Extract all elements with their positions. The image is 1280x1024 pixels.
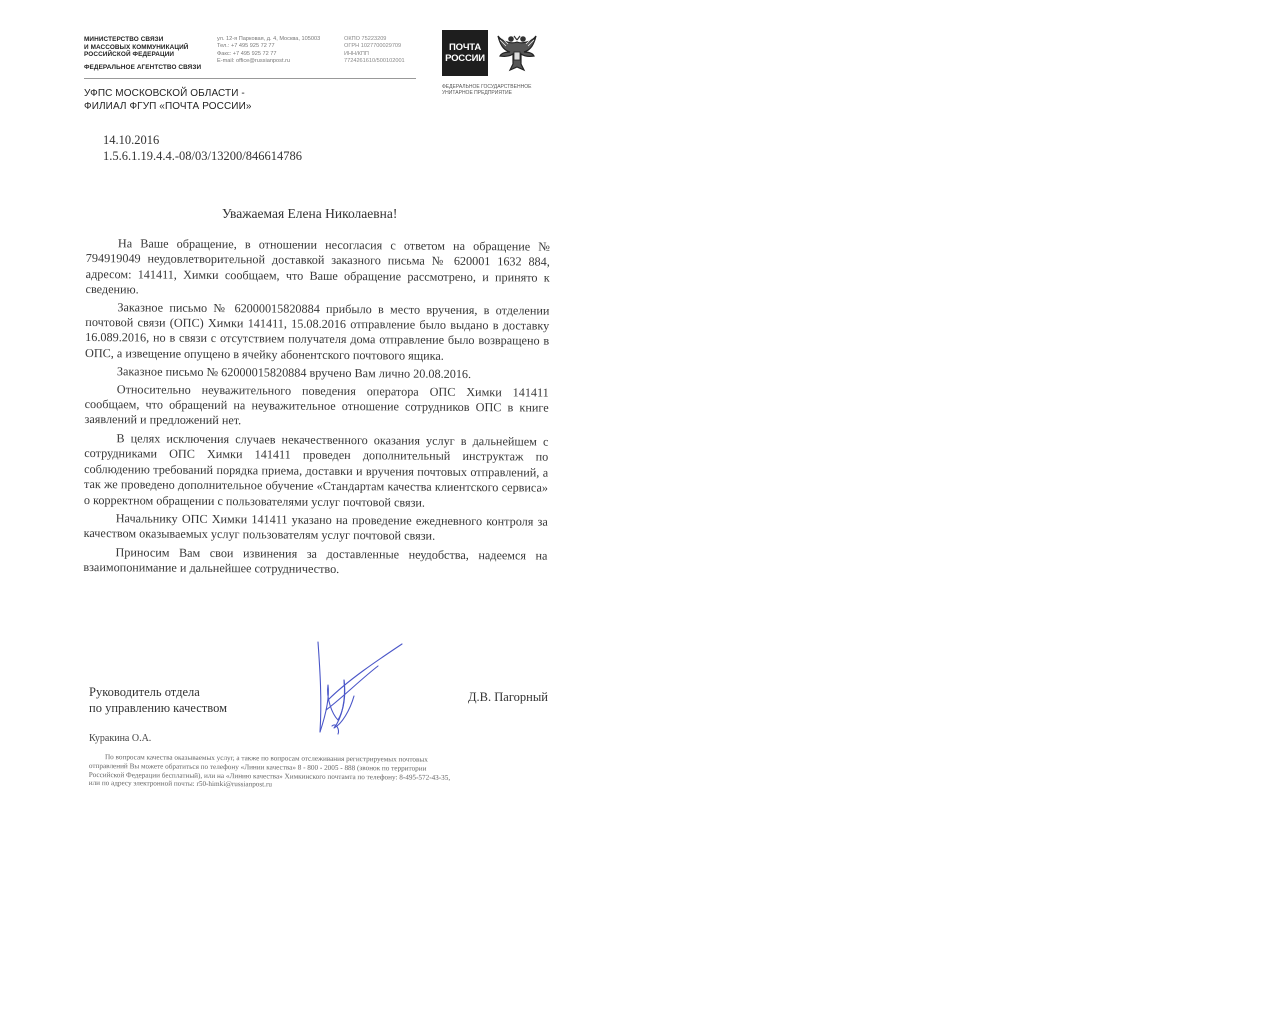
signer-position bbox=[89, 685, 227, 716]
executor-name: Куракина О.А. bbox=[89, 733, 152, 744]
body-paragraph: Относительно неуважительного поведения оператора ОПС Химки 141411 сообщаем, что обращений на неуважительное отношение сотрудников ОПС в книге заявлений и предложений нет. bbox=[84, 381, 549, 428]
body-paragraph: Приносим Вам свои извинения за доставленные неудобства, надеемся на взаимопонимание и дальнейшее сотрудничество. bbox=[83, 544, 548, 577]
footnote-line: Российской Федерации бесплатный), или на «Линию качества» Химкинского почтамта по телефону: 8-495-572-43-35, bbox=[88, 770, 451, 782]
ministry-line: И МАССОВЫХ КОММУНИКАЦИЙ bbox=[84, 43, 189, 51]
footnote-line: или по адресу электронной почты: r50-himki@russianpost.ru bbox=[88, 779, 273, 789]
agency-name: ФЕДЕРАЛЬНОЕ АГЕНТСТВО СВЯЗИ bbox=[84, 63, 202, 71]
ministry-line: МИНИСТЕРСТВО СВЯЗИ bbox=[84, 36, 164, 43]
date-reference-block bbox=[103, 132, 302, 164]
logo-line: РОССИИ bbox=[445, 53, 485, 64]
footnote-line: отправлений Вы можете обратиться по телефону «Линии качества» 8 - 800 - 2005 - 888 (звонок по территории bbox=[88, 761, 427, 773]
contact-footnote bbox=[89, 753, 553, 792]
position-line: Руководитель отдела bbox=[89, 685, 200, 699]
letter-greeting: Уважаемая Елена Николаевна! bbox=[222, 206, 398, 221]
code-line: 7724261610/500102001 bbox=[344, 58, 405, 65]
letter-reference-number: 1.5.6.1.19.4.4.-08/03/13200/846614786 bbox=[103, 149, 302, 163]
letter-body bbox=[83, 236, 550, 581]
branch-name bbox=[84, 88, 414, 113]
fgup-line: УНИТАРНОЕ ПРЕДПРИЯТИЕ bbox=[442, 90, 512, 97]
ministry-name bbox=[84, 36, 214, 71]
contact-line: Тел.: +7 495 925 72 77 bbox=[217, 43, 275, 50]
russian-post-logo bbox=[442, 30, 488, 76]
position-line: по управлению качеством bbox=[89, 700, 227, 715]
enterprise-type bbox=[442, 84, 552, 96]
code-line: ОКПО 75223209 bbox=[344, 36, 387, 42]
fgup-line: ФЕДЕРАЛЬНОЕ ГОСУДАРСТВЕННОЕ bbox=[442, 84, 532, 90]
branch-line: ФИЛИАЛ ФГУП «ПОЧТА РОССИИ» bbox=[84, 100, 252, 112]
code-line: ОГРН 1027700029709 bbox=[344, 43, 402, 50]
body-paragraph: На Ваше обращение, в отношении несогласия с ответом на обращение № 794919049 неудовлетворительной доставкой заказного письма № 620001 1632 884, адресом: 141411, Химки сообщаем, что Ваше обращение рассмотрено, и принято к сведению. bbox=[85, 236, 550, 297]
contact-line: Факс: +7 495 925 72 77 bbox=[217, 50, 277, 57]
code-line: ИНН/КПП bbox=[344, 50, 369, 57]
logo-line: ПОЧТА bbox=[449, 42, 481, 53]
body-paragraph: Заказное письмо № 62000015820884 прибыло в место вручения, в отделении почтовой связи (ОПС) Химки 141411, 15.08.2016 отправление было выдано в доставку 16.089.2016, но в связи с отсутствием получателя дома отправление было возвращено в ОПС, а извещение опущено в ячейку абонентского почтового ящика. bbox=[85, 299, 550, 363]
body-paragraph: В целях исключения случаев некачественного оказания услуг в дальнейшем с сотрудниками ОПС Химки 141411 проведен дополнительный инструктаж по соблюдению требований порядка приема, доставки и вручения почтовых отправлений, а так же проведено дополнительное обучение «Стандартам качества клиентского сервиса» о корректном обращении с пользователями услуг почтовой связи. bbox=[83, 431, 549, 510]
letter-date: 14.10.2016 bbox=[103, 133, 160, 147]
handwritten-signature bbox=[298, 640, 408, 740]
ministry-line: РОССИЙСКОЙ ФЕДЕРАЦИИ bbox=[84, 51, 175, 59]
branch-line: УФПС МОСКОВСКОЙ ОБЛАСТИ - bbox=[84, 88, 245, 99]
contact-info bbox=[217, 36, 347, 66]
contact-line: E-mail: office@russianpost.ru bbox=[217, 58, 291, 65]
footnote-line: По вопросам качества оказываемых услуг, а также по вопросам отслеживания регистрируемых почтовых bbox=[104, 753, 428, 764]
contact-line: ул. 12-я Парковая, д. 4, Москва, 105003 bbox=[217, 36, 321, 42]
eagle-emblem-icon bbox=[494, 30, 540, 76]
signer-name: Д.В. Пагорный bbox=[468, 690, 548, 704]
body-paragraph: Заказное письмо № 62000015820884 вручено Вам лично 20.08.2016. bbox=[116, 364, 472, 382]
registration-codes bbox=[344, 36, 434, 66]
body-paragraph: Начальнику ОПС Химки 141411 указано на проведение ежедневного контроля за качеством оказываемых услуг пользователям услуг почтовой связи. bbox=[83, 511, 548, 544]
header-divider bbox=[84, 78, 416, 79]
